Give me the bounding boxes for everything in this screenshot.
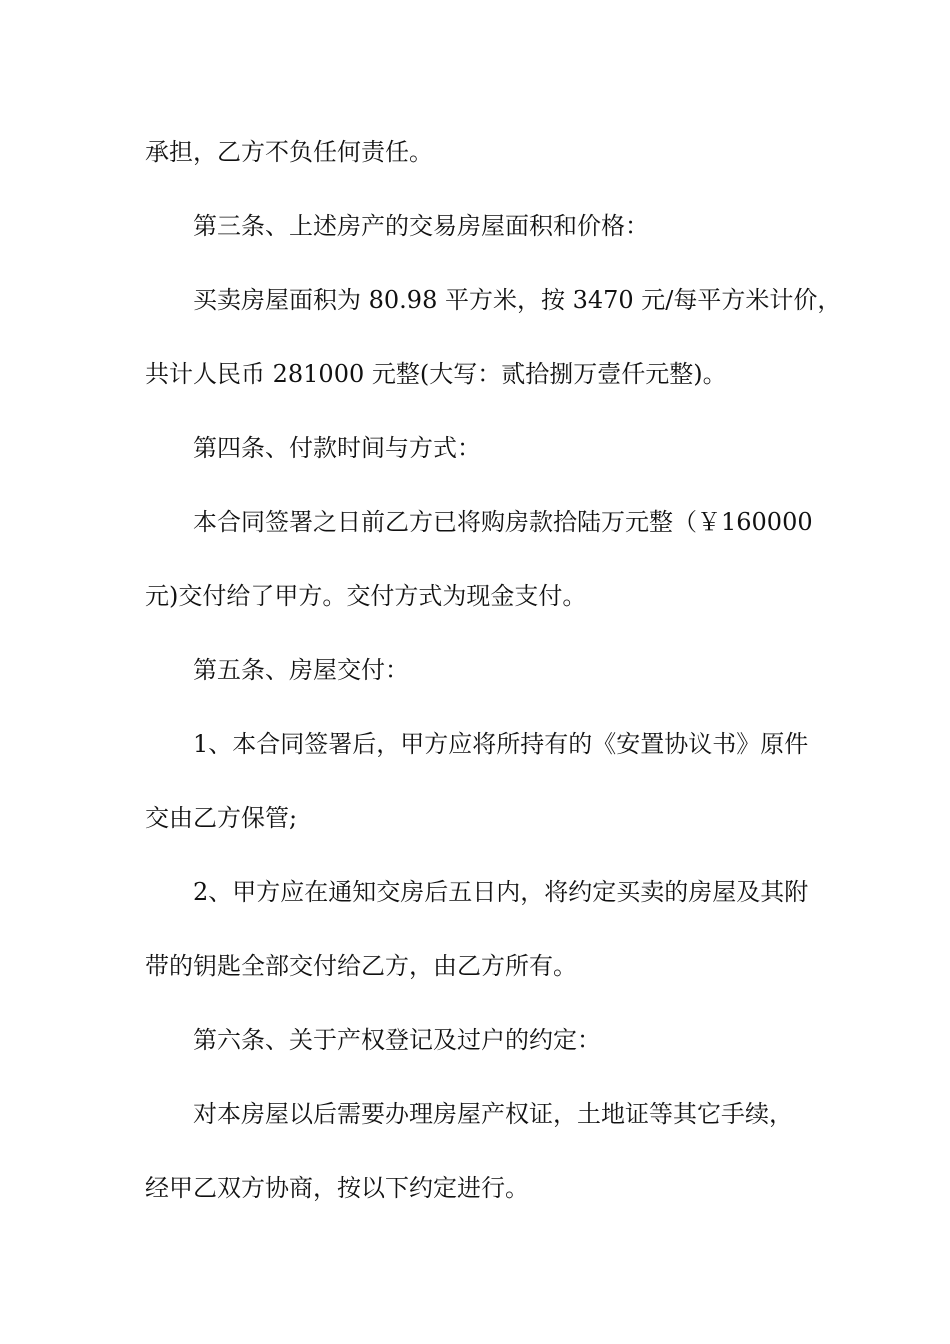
paragraph-line: 元)交付给了甲方。交付方式为现金支付。 — [145, 582, 587, 610]
paragraph-line: 共计人民币 281000 元整(大写：贰拾捌万壹仟元整)。 — [145, 360, 727, 388]
list-item-line: 2、甲方应在通知交房后五日内，将约定买卖的房屋及其附 — [193, 878, 809, 906]
section-heading-article-6: 第六条、关于产权登记及过户的约定： — [193, 1026, 601, 1054]
list-item-line: 带的钥匙全部交付给乙方，由乙方所有。 — [145, 952, 577, 980]
paragraph-line: 买卖房屋面积为 80.98 平方米，按 3470 元/每平方米计价， — [193, 286, 842, 314]
section-heading-article-5: 第五条、房屋交付： — [193, 656, 409, 684]
paragraph-line: 本合同签署之日前乙方已将购房款拾陆万元整（￥160000 — [193, 508, 813, 536]
paragraph-line: 对本房屋以后需要办理房屋产权证，土地证等其它手续， — [193, 1100, 793, 1128]
paragraph-line: 经甲乙双方协商，按以下约定进行。 — [145, 1174, 529, 1202]
list-item-line: 1、本合同签署后，甲方应将所持有的《安置协议书》原件 — [193, 730, 809, 758]
text-line: 承担，乙方不负任何责任。 — [145, 138, 433, 166]
section-heading-article-4: 第四条、付款时间与方式： — [193, 434, 481, 462]
section-heading-article-3: 第三条、上述房产的交易房屋面积和价格： — [193, 212, 649, 240]
list-item-line: 交由乙方保管; — [145, 804, 298, 832]
